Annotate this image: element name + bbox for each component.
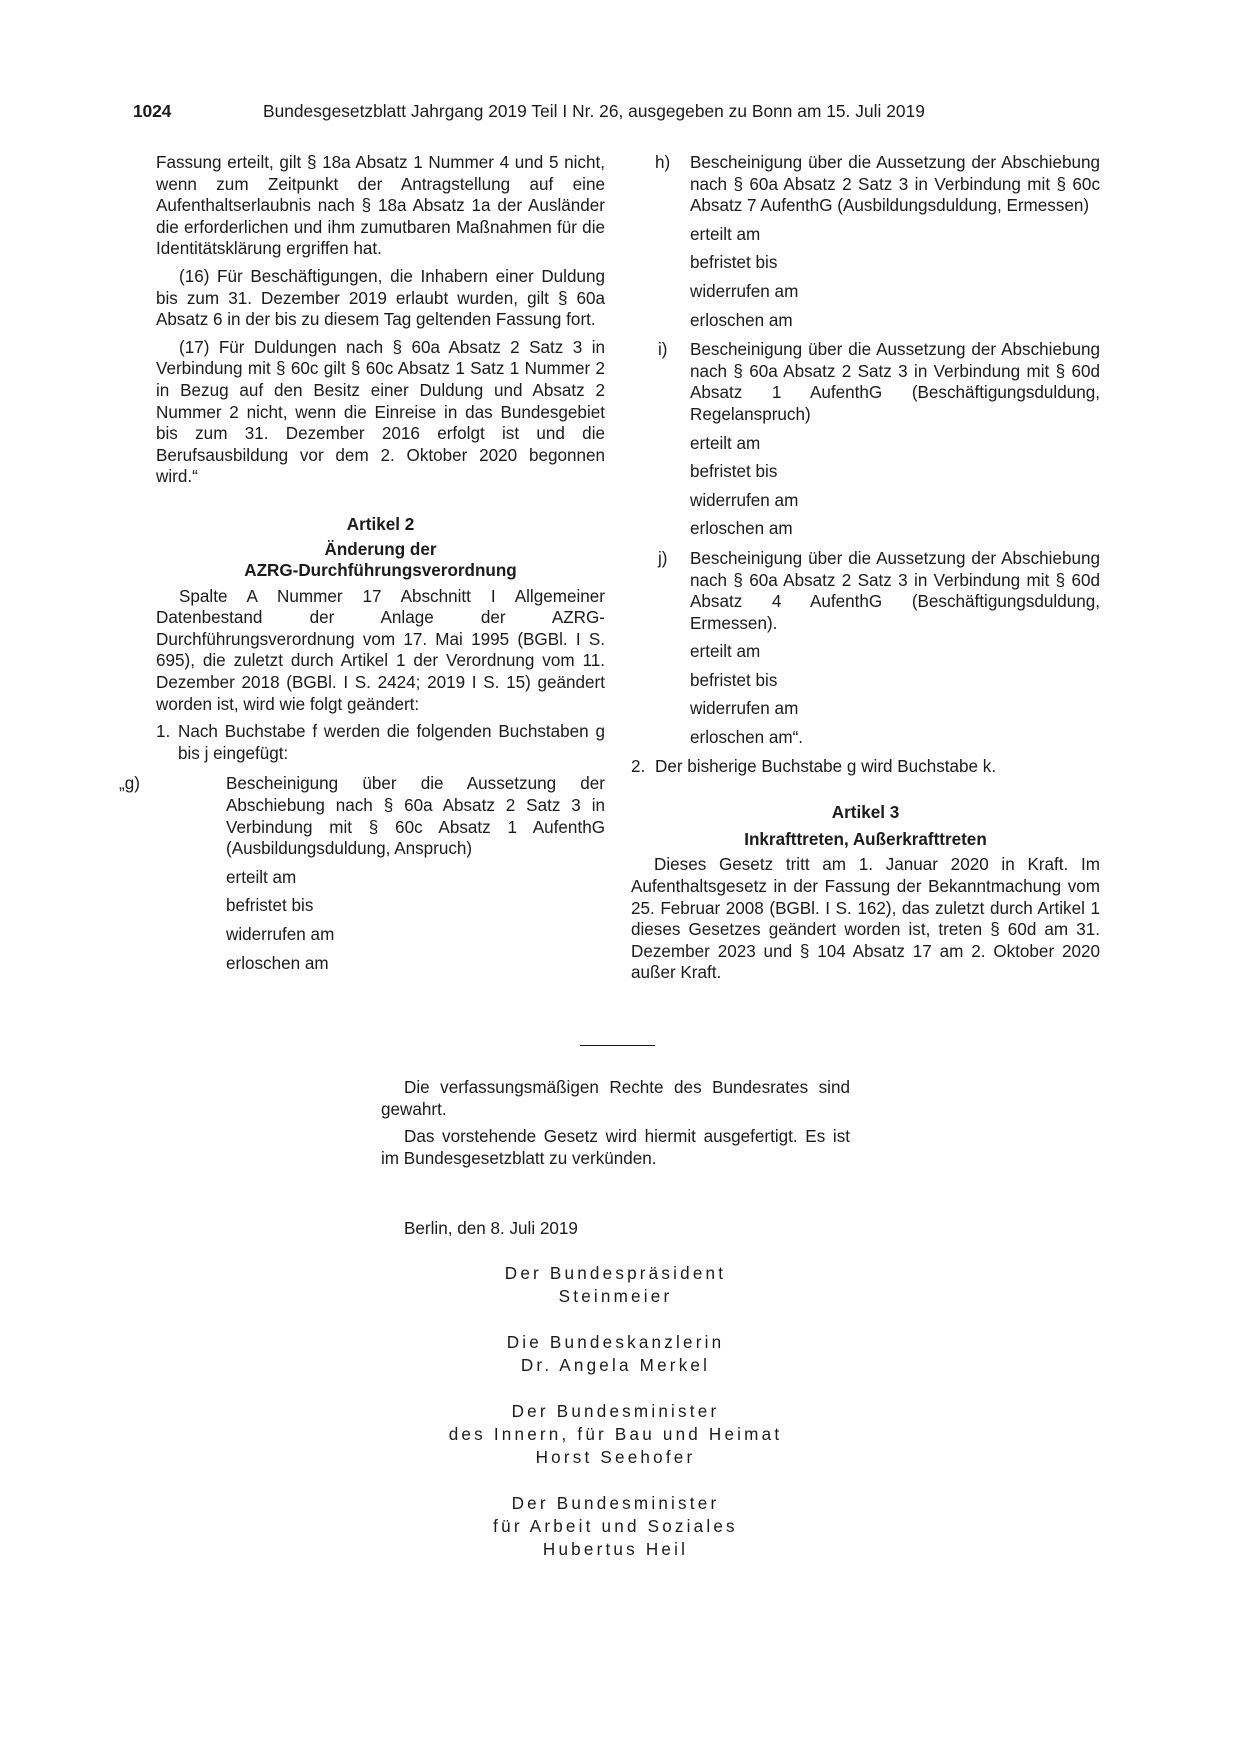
field-label: widerrufen am [226, 925, 335, 944]
signature-office: Der Bundesminister [511, 1402, 720, 1421]
signature-block [381, 1331, 850, 1377]
article-2-heading: Artikel 2 [346, 514, 415, 534]
letter-item-i-fields [690, 433, 1100, 540]
letter-item-g-marker: „g) [119, 774, 140, 794]
field-label: erloschen am [226, 953, 329, 973]
closing-formula [381, 1077, 850, 1169]
field-label: erloschen am [690, 519, 793, 539]
article-2-title-line1: Änderung der [324, 539, 437, 559]
right-column [631, 152, 1100, 984]
field-label: widerrufen am [690, 281, 799, 301]
letter-item-i [631, 339, 1100, 540]
list-item-2 [631, 756, 1100, 778]
article-2 [119, 514, 605, 974]
field-label: erteilt am [226, 867, 297, 887]
field-label: befristet bis [690, 462, 778, 482]
field-label: erteilt am [690, 433, 761, 453]
list-item-1-marker: 1. [156, 722, 171, 742]
article-3-heading: Artikel 3 [831, 803, 900, 823]
signature-block [381, 1400, 850, 1469]
signature-name: Dr. Angela Merkel [520, 1356, 711, 1375]
signature-block [381, 1262, 850, 1308]
letter-item-j [631, 548, 1100, 749]
list-item-1 [156, 721, 605, 764]
article-2-title-line2: AZRG-Durchführungsverordnung [244, 561, 517, 581]
bundesrat-rights-statement: Die verfassungsmäßigen Rechte des Bundesrates sind gewahrt. [381, 1078, 850, 1119]
list-item-1-text: Nach Buchstabe f werden die folgenden Buchstaben g bis j eingefügt: [178, 722, 605, 763]
letter-item-g-text: Bescheinigung über die Aussetzung der Abschiebung nach § 60a Absatz 2 Satz 3 in Verbindung mit § 60c Absatz 1 AufenthG (Ausbildungsduldung, Anspruch) [226, 774, 605, 859]
signature-name: Horst Seehofer [535, 1448, 696, 1467]
field-label: befristet bis [226, 896, 314, 916]
signature-office: Der Bundesminister [511, 1494, 720, 1513]
field-label: erteilt am [690, 224, 761, 244]
letter-item-i-marker: i) [658, 340, 668, 360]
separator-rule [580, 1045, 655, 1046]
letter-item-h [631, 152, 1100, 331]
letter-item-j-marker: j) [658, 548, 668, 568]
letter-item-j-fields [690, 641, 1100, 748]
promulgation-statement: Das vorstehende Gesetz wird hiermit ausgefertigt. Es ist im Bundesgesetzblatt zu verkünden. [381, 1127, 850, 1168]
continuation-paragraph: Fassung erteilt, gilt § 18a Absatz 1 Nummer 4 und 5 nicht, wenn zum Zeitpunkt der Antragstellung auf eine Aufenthaltserlaubnis nach § 18a Absatz 1a der Ausländer die erforderlichen und ihm zumutbaren Maßnahmen für die Identitätsklärung ergriffen hat. [156, 153, 605, 259]
letter-item-g-fields [226, 867, 605, 974]
field-label: erteilt am [690, 642, 761, 662]
article-3 [631, 802, 1100, 984]
signature-name: Hubertus Heil [542, 1540, 689, 1559]
field-label: erloschen am [690, 310, 793, 330]
field-label: befristet bis [690, 253, 778, 273]
signature-office-line2: des Innern, für Bau und Heimat [448, 1425, 783, 1444]
letter-item-i-text: Bescheinigung über die Aussetzung der Abschiebung nach § 60a Absatz 2 Satz 3 in Verbindung mit § 60d Absatz 1 AufenthG (Beschäftigungsduldung, Regelanspruch) [690, 340, 1100, 424]
article-2-intro: Spalte A Nummer 17 Abschnitt I Allgemeiner Datenbestand der Anlage der AZRG-Durchführungsverordnung vom 17. Mai 1995 (BGBl. I S. 695), die zuletzt durch Artikel 1 der Verordnung vom 11. Dezember 2018 (BGBl. I S. 2424; 2019 I S. 15) geändert worden ist, wird wie folgt geändert: [156, 586, 605, 714]
list-item-2-text: Der bisherige Buchstabe g wird Buchstabe k. [655, 756, 997, 776]
page-number: 1024 [133, 101, 172, 121]
list-item-2-marker: 2. [631, 756, 646, 776]
field-label: widerrufen am [690, 490, 799, 510]
place-and-date: Berlin, den 8. Juli 2019 [404, 1219, 578, 1238]
signature-name: Steinmeier [558, 1287, 673, 1306]
field-label: widerrufen am [690, 699, 799, 719]
signature-office: Der Bundespräsident [504, 1264, 727, 1283]
letter-item-h-marker: h) [655, 153, 671, 172]
paragraph-16: (16) Für Beschäftigungen, die Inhabern einer Duldung bis zum 31. Dezember 2019 erlaubt wurden, gilt § 60a Absatz 6 in der bis zu diesem Tag geltenden Fassung fort. [156, 266, 605, 330]
running-head: Bundesgesetzblatt Jahrgang 2019 Teil I Nr. 26, ausgegeben zu Bonn am 15. Juli 2019 [263, 101, 925, 121]
letter-item-j-text: Bescheinigung über die Aussetzung der Abschiebung nach § 60a Absatz 2 Satz 3 in Verbindung mit § 60d Absatz 4 AufenthG (Beschäftigungsduldung, Ermessen). [690, 548, 1100, 633]
letter-item-h-fields [690, 224, 1100, 331]
letter-item-h-text: Bescheinigung über die Aussetzung der Abschiebung nach § 60a Absatz 2 Satz 3 in Verbindung mit § 60c Absatz 7 AufenthG (Ausbildungsduldung, Ermessen) [690, 153, 1100, 216]
paragraph-17: (17) Für Duldungen nach § 60a Absatz 2 Satz 3 in Verbindung mit § 60c gilt § 60c Absatz 1 Satz 1 Nummer 2 in Bezug auf den Besitz einer Duldung und Absatz 2 Nummer 2 nicht, wenn die Einreise in das Bundesgebiet bis zum 31. Dezember 2016 erfolgt ist und die Berufsausbildung vor dem 2. Oktober 2020 begonnen wird.“ [156, 337, 605, 487]
article-3-title: Inkrafttreten, Außerkrafttreten [744, 829, 987, 849]
signatures [381, 1262, 850, 1561]
letter-item-g [119, 773, 605, 974]
signature-office: Die Bundeskanzlerin [506, 1333, 725, 1352]
signature-office-line2: für Arbeit und Soziales [493, 1517, 738, 1536]
field-label: erloschen am“. [690, 728, 804, 748]
article-3-text: Dieses Gesetz tritt am 1. Januar 2020 in Kraft. Im Aufenthaltsgesetz in der Fassung der Bekanntmachung vom 25. Februar 2008 (BGBl. I S. 162), das zuletzt durch Artikel 1 dieses Gesetzes geändert worden ist, treten § 60d am 31. Dezember 2023 und § 104 Absatz 17 am 2. Oktober 2020 außer Kraft. [631, 855, 1100, 983]
left-column [119, 152, 605, 974]
field-label: befristet bis [690, 670, 778, 690]
signature-block [381, 1492, 850, 1561]
